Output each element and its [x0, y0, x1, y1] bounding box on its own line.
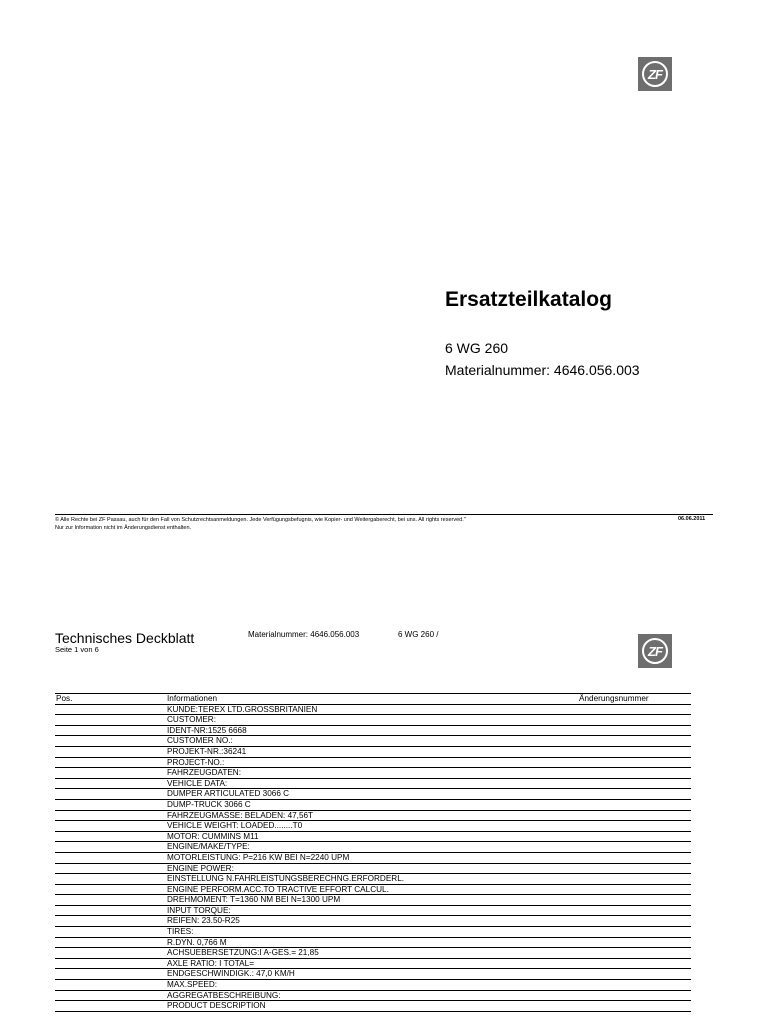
- row-change-number: [578, 789, 691, 800]
- row-pos: [55, 768, 166, 779]
- row-info: REIFEN: 23.50-R25: [166, 916, 578, 927]
- row-info: MOTOR: CUMMINS M11: [166, 831, 578, 842]
- table-row: [55, 768, 691, 779]
- row-pos: [55, 831, 166, 842]
- tech-sheet-title: Technisches Deckblatt: [55, 630, 195, 646]
- row-info: DUMP-TRUCK 3066 C: [166, 799, 578, 810]
- row-pos: [55, 948, 166, 959]
- row-change-number: [578, 884, 691, 895]
- row-info: FAHRZEUGMASSE: BELADEN: 47,56T: [166, 810, 578, 821]
- row-info: ACHSUEBERSETZUNG:I A-GES.= 21,85: [166, 948, 578, 959]
- row-pos: [55, 852, 166, 863]
- row-change-number: [578, 768, 691, 779]
- row-pos: [55, 990, 166, 1001]
- row-change-number: [578, 852, 691, 863]
- row-change-number: [578, 895, 691, 906]
- row-pos: [55, 916, 166, 927]
- row-info: MAX.SPEED:: [166, 980, 578, 991]
- table-header-row: [55, 694, 691, 705]
- table-row: [55, 895, 691, 906]
- row-info: ENDGESCHWINDIGK.: 47,0 KM/H: [166, 969, 578, 980]
- row-change-number: [578, 927, 691, 938]
- table-row: [55, 842, 691, 853]
- page-indicator: Seite 1 von 6: [55, 645, 99, 654]
- row-change-number: [578, 778, 691, 789]
- row-info: PROJEKT-NR.:36241: [166, 746, 578, 757]
- tech-model: 6 WG 260 /: [398, 630, 439, 639]
- row-info: DUMPER ARTICULATED 3066 C: [166, 789, 578, 800]
- row-info: INPUT TORQUE:: [166, 905, 578, 916]
- row-pos: [55, 969, 166, 980]
- row-change-number: [578, 799, 691, 810]
- copyright-notice: [55, 516, 615, 532]
- footer-date: 06.06.2011: [678, 516, 706, 522]
- table-row: [55, 916, 691, 927]
- table-row: [55, 969, 691, 980]
- row-info: VEHICLE DATA:: [166, 778, 578, 789]
- row-pos: [55, 980, 166, 991]
- row-info: AGGREGATBESCHREIBUNG:: [166, 990, 578, 1001]
- table-row: [55, 990, 691, 1001]
- row-change-number: [578, 725, 691, 736]
- table-row: [55, 778, 691, 789]
- row-info: PRODUCT DESCRIPTION: [166, 1001, 578, 1012]
- zf-logo-icon: ZF: [638, 57, 672, 91]
- row-pos: [55, 725, 166, 736]
- row-pos: [55, 895, 166, 906]
- row-info: MOTORLEISTUNG: P=216 KW BEI N=2240 UPM: [166, 852, 578, 863]
- row-info: ENGINE POWER:: [166, 863, 578, 874]
- table-row: [55, 980, 691, 991]
- row-info: CUSTOMER:: [166, 715, 578, 726]
- table-row: [55, 746, 691, 757]
- table-row: [55, 799, 691, 810]
- row-pos: [55, 715, 166, 726]
- row-info: KUNDE:TEREX LTD.GROSSBRITANIEN: [166, 704, 578, 715]
- cover-material-number: Materialnummer: 4646.056.003: [445, 362, 640, 378]
- row-pos: [55, 958, 166, 969]
- catalog-title: Ersatzteilkatalog: [445, 288, 612, 311]
- tech-material-number: Materialnummer: 4646.056.003: [248, 630, 360, 639]
- row-info: CUSTOMER NO.:: [166, 736, 578, 747]
- row-change-number: [578, 916, 691, 927]
- row-info: EINSTELLUNG N.FAHRLEISTUNGSBERECHNG.ERFORDERL.: [166, 874, 578, 885]
- row-change-number: [578, 937, 691, 948]
- row-pos: [55, 874, 166, 885]
- row-change-number: [578, 810, 691, 821]
- table-row: [55, 757, 691, 768]
- row-change-number: [578, 746, 691, 757]
- header-pos: Pos.: [55, 694, 166, 705]
- table-row: [55, 958, 691, 969]
- table-row: [55, 821, 691, 832]
- row-pos: [55, 736, 166, 747]
- row-info: VEHICLE WEIGHT: LOADED........T0: [166, 821, 578, 832]
- footer-divider: [55, 514, 713, 515]
- table-row: [55, 905, 691, 916]
- copyright-line-2: Nur zur Information nicht im Änderungsdienst enthalten.: [55, 525, 192, 531]
- table-row: [55, 810, 691, 821]
- row-change-number: [578, 715, 691, 726]
- header-info: Informationen: [166, 694, 578, 705]
- row-pos: [55, 704, 166, 715]
- table-row: [55, 863, 691, 874]
- row-change-number: [578, 905, 691, 916]
- table-row: [55, 704, 691, 715]
- header-change-number: Änderungsnummer: [578, 694, 691, 705]
- row-pos: [55, 863, 166, 874]
- cover-model: 6 WG 260: [445, 340, 509, 356]
- row-change-number: [578, 969, 691, 980]
- row-change-number: [578, 831, 691, 842]
- row-pos: [55, 757, 166, 768]
- row-pos: [55, 905, 166, 916]
- row-pos: [55, 746, 166, 757]
- row-pos: [55, 937, 166, 948]
- table-row: [55, 852, 691, 863]
- row-info: ENGINE/MAKE/TYPE:: [166, 842, 578, 853]
- table-row: [55, 937, 691, 948]
- zf-logo-icon: ZF: [638, 634, 672, 668]
- table-row: [55, 927, 691, 938]
- table-row: [55, 874, 691, 885]
- row-pos: [55, 799, 166, 810]
- table-row: [55, 789, 691, 800]
- row-pos: [55, 778, 166, 789]
- row-change-number: [578, 1001, 691, 1012]
- row-pos: [55, 884, 166, 895]
- row-pos: [55, 927, 166, 938]
- table-row: [55, 736, 691, 747]
- info-table: [55, 693, 691, 1012]
- row-change-number: [578, 821, 691, 832]
- row-info: R.DYN. 0,766 M: [166, 937, 578, 948]
- row-pos: [55, 810, 166, 821]
- table-row: [55, 1001, 691, 1012]
- row-pos: [55, 821, 166, 832]
- row-change-number: [578, 980, 691, 991]
- row-info: PROJECT-NO.:: [166, 757, 578, 768]
- table-row: [55, 725, 691, 736]
- row-pos: [55, 842, 166, 853]
- row-change-number: [578, 958, 691, 969]
- table-row: [55, 831, 691, 842]
- table-row: [55, 715, 691, 726]
- row-change-number: [578, 990, 691, 1001]
- row-change-number: [578, 842, 691, 853]
- row-info: AXLE RATIO: I TOTAL=: [166, 958, 578, 969]
- row-change-number: [578, 736, 691, 747]
- row-change-number: [578, 704, 691, 715]
- row-change-number: [578, 863, 691, 874]
- row-pos: [55, 789, 166, 800]
- row-info: TIRES:: [166, 927, 578, 938]
- table-row: [55, 884, 691, 895]
- row-change-number: [578, 757, 691, 768]
- copyright-line-1: © Alle Rechte bei ZF Passau, auch für den Fall von Schutzrechtsanmeldungen. Jede Verfügungsbefugnis, wie Kopier- und Weitergaberecht, bei uns. All rights reserved.": [55, 517, 466, 523]
- row-change-number: [578, 874, 691, 885]
- row-info: FAHRZEUGDATEN:: [166, 768, 578, 779]
- table-row: [55, 948, 691, 959]
- row-info: IDENT-NR:1525 6668: [166, 725, 578, 736]
- row-pos: [55, 1001, 166, 1012]
- row-info: DREHMOMENT: T=1360 NM BEI N=1300 UPM: [166, 895, 578, 906]
- row-info: ENGINE PERFORM.ACC.TO TRACTIVE EFFORT CALCUL.: [166, 884, 578, 895]
- row-change-number: [578, 948, 691, 959]
